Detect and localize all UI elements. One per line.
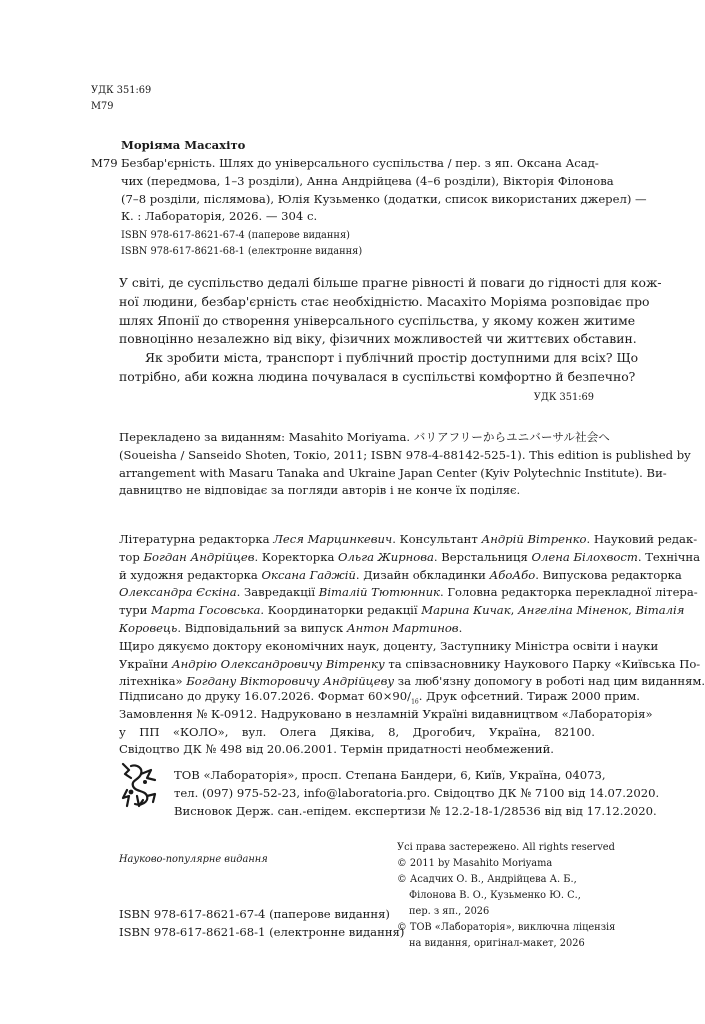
translation-line: (Soueisha / Sanseido Shoten, Токіо, 2011; ISBN 978-4-88142-525-1). This edition is published by bbox=[119, 447, 691, 462]
biblio-description bbox=[121, 155, 647, 226]
credit-text: . Відповідальний за випуск bbox=[177, 620, 347, 635]
credits bbox=[119, 531, 705, 691]
credit-text: тури bbox=[119, 603, 152, 618]
publisher-line: тел. (097) 975-52-23, info@laboratoria.pro. Свідоцтво ДК № 7100 від 14.07.2020. bbox=[174, 785, 660, 800]
rights-block bbox=[397, 840, 616, 952]
annotation-udk: УДК 351:69 bbox=[533, 392, 594, 403]
credit-text: й художня редакторка bbox=[119, 567, 262, 582]
rights-line: © Асадчих О. В., Андрійцева А. Б., bbox=[397, 874, 577, 885]
credit-text: літехніка» bbox=[119, 674, 187, 689]
isbn-print: ISBN 978-617-8621-67-4 (паперове видання) bbox=[121, 230, 350, 241]
credit-line bbox=[119, 549, 701, 567]
person-name: Віталія bbox=[635, 603, 685, 618]
person-name: Оксана Гаджій bbox=[261, 567, 356, 582]
person-name: Олександра Єскіна bbox=[119, 585, 237, 600]
credit-text: . Технічна bbox=[637, 549, 701, 564]
biblio-code: М79 bbox=[91, 156, 118, 170]
print-line: Свідоцтво ДК № 498 від 20.06.2001. Термін придатності необмежений. bbox=[119, 742, 554, 757]
person-name: Марина Кичак bbox=[421, 603, 511, 618]
credit-text: , bbox=[510, 603, 519, 618]
annotation-line: шлях Японії до створення універсального суспільства, у якому кожен житиме bbox=[119, 312, 636, 328]
credit-line bbox=[119, 638, 659, 656]
credit-line bbox=[119, 567, 682, 585]
credit-text: . Головна редакторка перекладної літера- bbox=[439, 585, 698, 600]
annotation-line: повноцінно незалежно від віку, фізичних можливостей чи життєвих обставин. bbox=[119, 331, 637, 347]
credit-text: Літературна редакторка bbox=[119, 532, 274, 546]
credit-text: , bbox=[628, 603, 636, 618]
credit-line bbox=[119, 656, 701, 674]
author-sign: М79 bbox=[91, 101, 114, 112]
credit-text: . Координаторки редакції bbox=[260, 603, 422, 618]
credit-text: . bbox=[458, 620, 463, 635]
person-name: Леся Марцинкевич bbox=[273, 532, 393, 546]
publisher-line: ТОВ «Лабораторія», просп. Степана Бандери, 6, Київ, Україна, 04073, bbox=[174, 768, 606, 782]
rights-line: © ТОВ «Лабораторія», виключна ліцензія bbox=[397, 922, 616, 933]
credit-text: . Завредакції bbox=[236, 585, 319, 600]
person-name: Богдан Андрійцев bbox=[143, 549, 255, 564]
rights-line: Філонова В. О., Кузьменко Ю. С., bbox=[409, 890, 581, 901]
author-name: Моріяма Масахіто bbox=[121, 138, 246, 152]
translation-line: давництво не відповідає за погляди авторів і не конче їх поділяє. bbox=[119, 483, 521, 498]
person-name: Олена Білохвост bbox=[531, 549, 638, 564]
print-info bbox=[119, 688, 653, 759]
lab-dragon-logo bbox=[117, 760, 161, 810]
annotation-line: ної людини, безбар'єрність стає необхідністю. Масахіто Моріяма розповідає про bbox=[119, 293, 650, 309]
person-name: Андрію Олександровичу Вітренку bbox=[171, 656, 385, 671]
credit-text: . Консультант bbox=[392, 532, 482, 546]
udk-code: УДК 351:69 bbox=[91, 85, 152, 96]
annotation-line: потрібно, аби кожна людина почувалася в суспільстві комфортно й безпечно? bbox=[119, 368, 636, 384]
person-name: Марта Госовська bbox=[151, 603, 261, 618]
person-name: Коровець bbox=[119, 620, 178, 635]
person-name: Ольга Жирнова bbox=[338, 549, 434, 564]
person-name: Ангеліна Міненок bbox=[518, 603, 629, 618]
rights-line: Усі права застережено. All rights reserved bbox=[397, 842, 615, 853]
dragon-icon bbox=[117, 760, 161, 810]
biblio-line: Безбар'єрність. Шлях до універсального суспільства / пер. з яп. Оксана Асад- bbox=[121, 156, 599, 170]
translation-line: arrangement with Masaru Tanaka and Ukraine Japan Center (Kyiv Polytechnic Institute). Ви- bbox=[119, 465, 667, 480]
biblio-isbn bbox=[121, 228, 362, 260]
credit-text: . Дизайн обкладинки bbox=[355, 567, 490, 582]
isbn-digital: ISBN 978-617-8621-68-1 (електронне видання) bbox=[121, 246, 363, 257]
annotation bbox=[119, 274, 662, 387]
credit-line bbox=[119, 602, 685, 620]
print-signed: Підписано до друку 16.07.2026. Формат $60\times 90/_{16}$. Друк офсетний. Тираж 2000 прим. bbox=[119, 689, 640, 706]
credit-line bbox=[119, 584, 698, 602]
person-name: Андрій Вітренко bbox=[481, 532, 587, 546]
rights-line: пер. з яп., 2026 bbox=[409, 906, 490, 917]
translation-source bbox=[119, 429, 691, 500]
credit-text: . Верстальниця bbox=[433, 549, 532, 564]
print-line: у ПП «КОЛО», вул. Олега Дяківа, 8, Дрогобич, Україна, 82100. bbox=[119, 724, 595, 739]
person-name: Богдану Вікторовичу Андрійцеву bbox=[186, 674, 395, 689]
credit-line bbox=[119, 620, 595, 638]
annotation-line: Як зробити міста, транспорт і публічний простір доступними для всіх? Що bbox=[145, 350, 639, 366]
credit-text: . Випускова редакторка bbox=[535, 567, 682, 582]
genre-label: Науково-популярне видання bbox=[119, 854, 268, 865]
bottom-isbn-print: ISBN 978-617-8621-67-4 (паперове видання) bbox=[119, 907, 390, 921]
annotation-line: У світі, де суспільство дедалі більше прагне рівності й поваги до гідності для кож- bbox=[119, 275, 662, 290]
publisher-line: Висновок Держ. сан.-епідем. експертизи № 12.2-18-1/28536 від від 17.12.2020. bbox=[174, 803, 657, 818]
biblio-line: К. : Лабораторія, 2026. — 304 с. bbox=[121, 209, 318, 224]
person-name: АбоАбо bbox=[489, 567, 536, 582]
publisher-info bbox=[174, 767, 660, 820]
rights-line: на видання, оригінал-макет, 2026 bbox=[409, 938, 585, 949]
bottom-isbn bbox=[119, 906, 404, 942]
credit-text: тор bbox=[119, 549, 144, 564]
person-name: Антон Мартинов bbox=[346, 620, 459, 635]
credit-line bbox=[119, 531, 698, 549]
biblio-line: чих (передмова, 1–3 розділи), Анна Андрійцева (4–6 розділи), Вікторія Філонова bbox=[121, 173, 614, 188]
bottom-isbn-digital: ISBN 978-617-8621-68-1 (електронне видання) bbox=[119, 924, 405, 939]
translation-line: Перекладено за виданням: Masahito Moriyama. バリアフリーからユニバーサル社会へ bbox=[119, 430, 610, 444]
credit-text: . Науковий редак- bbox=[586, 532, 698, 546]
credit-text: . Коректорка bbox=[254, 549, 339, 564]
credit-text: та співзасновнику Наукового Парку «Київська По- bbox=[384, 656, 701, 671]
credit-text: Щиро дякуємо доктору економічних наук, доценту, Заступнику Міністра освіти і науки bbox=[119, 638, 659, 653]
print-line: Замовлення № К-0912. Надруковано в незламній Україні видавництвом «Лабораторія» bbox=[119, 706, 653, 721]
person-name: Віталій Тютюнник bbox=[318, 585, 440, 600]
udk-block bbox=[91, 83, 151, 115]
rights-line: © 2011 by Masahito Moriyama bbox=[397, 858, 553, 869]
credit-text: за люб'язну допомогу в роботі над цим виданням. bbox=[394, 674, 705, 689]
credit-text: України bbox=[119, 656, 172, 671]
biblio-line: (7–8 розділи, післямова), Юлія Кузьменко (додатки, список використаних джерел) — bbox=[121, 191, 647, 206]
